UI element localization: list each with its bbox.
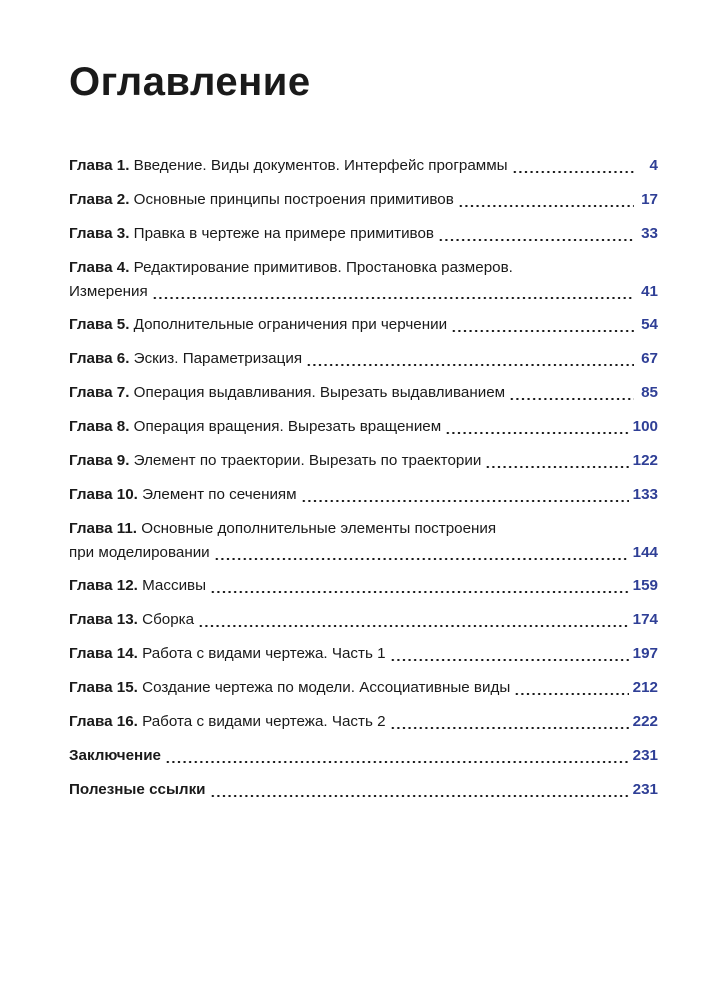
toc-entry-conclusion[interactable] [69, 743, 658, 768]
chapter-label: Глава 8. [69, 418, 130, 435]
chapter-title: Редактирование примитивов. Простановка размеров. [133, 259, 513, 276]
page-number: 174 [632, 611, 658, 628]
chapter-label: Глава 11. [69, 520, 138, 537]
toc-entry-5[interactable] [69, 312, 658, 337]
chapter-title: Эскиз. Параметризация [133, 350, 303, 367]
dot-leader [214, 558, 629, 560]
section-title: Заключение [69, 747, 162, 764]
chapter-label: Глава 13. [69, 611, 138, 628]
toc-entry-15[interactable] [69, 675, 658, 700]
toc-entry-useful-links[interactable] [69, 777, 658, 802]
dot-leader [152, 297, 634, 299]
dot-leader [458, 205, 634, 207]
chapter-title: Операция вращения. Вырезать вращением [133, 418, 442, 435]
chapter-label: Глава 5. [69, 316, 130, 333]
chapter-label: Глава 3. [69, 225, 130, 242]
dot-leader [390, 727, 629, 729]
toc-entry-6[interactable] [69, 346, 658, 371]
page-number: 67 [641, 350, 658, 367]
toc-entry-4[interactable] [69, 255, 658, 303]
page-title: Оглавление [69, 60, 311, 104]
toc-entry-11[interactable] [69, 516, 658, 564]
dot-leader [301, 500, 629, 502]
dot-leader [512, 171, 634, 173]
page-number: 222 [632, 713, 658, 730]
dot-leader [198, 625, 629, 627]
chapter-title: Правка в чертеже на примере примитивов [133, 225, 434, 242]
chapter-title: Массивы [142, 577, 207, 594]
page-number: 85 [641, 384, 658, 401]
chapter-title: Создание чертежа по модели. Ассоциативные виды [142, 679, 511, 696]
table-of-contents [69, 153, 658, 802]
dot-leader [485, 466, 628, 468]
chapter-label: Глава 15. [69, 679, 138, 696]
chapter-title: Работа с видами чертежа. Часть 2 [142, 713, 386, 730]
dot-leader [165, 761, 629, 763]
page-number: 54 [641, 316, 658, 333]
page-number: 212 [632, 679, 658, 696]
toc-entry-3[interactable] [69, 221, 658, 246]
section-title: Полезные ссылки [69, 781, 206, 798]
chapter-title: Работа с видами чертежа. Часть 1 [142, 645, 386, 662]
dot-leader [438, 239, 634, 241]
chapter-title: Сборка [142, 611, 195, 628]
page-number: 144 [632, 544, 658, 561]
chapter-label: Глава 4. [69, 259, 130, 276]
toc-entry-14[interactable] [69, 641, 658, 666]
chapter-label: Глава 7. [69, 384, 130, 401]
chapter-title: Операция выдавливания. Вырезать выдавливанием [133, 384, 506, 401]
page-number: 100 [632, 418, 658, 435]
chapter-title: Элемент по траектории. Вырезать по траектории [133, 452, 482, 469]
toc-entry-7[interactable] [69, 380, 658, 405]
page-number: 231 [632, 781, 658, 798]
chapter-title: Дополнительные ограничения при черчении [133, 316, 448, 333]
toc-entry-16[interactable] [69, 709, 658, 734]
chapter-title: Элемент по сечениям [142, 486, 297, 503]
page-number: 133 [632, 486, 658, 503]
chapter-title: Основные дополнительные элементы построения [141, 520, 497, 537]
toc-entry-10[interactable] [69, 482, 658, 507]
dot-leader [509, 398, 634, 400]
chapter-label: Глава 6. [69, 350, 130, 367]
chapter-label: Глава 16. [69, 713, 138, 730]
toc-entry-12[interactable] [69, 573, 658, 598]
dot-leader [210, 795, 629, 797]
toc-entry-13[interactable] [69, 607, 658, 632]
page-number: 33 [641, 225, 658, 242]
chapter-label: Глава 2. [69, 191, 130, 208]
chapter-label: Глава 10. [69, 486, 138, 503]
chapter-label: Глава 12. [69, 577, 138, 594]
page-number: 4 [649, 157, 658, 174]
page-number: 159 [632, 577, 658, 594]
page-number: 197 [632, 645, 658, 662]
toc-entry-2[interactable] [69, 187, 658, 212]
page-number: 231 [632, 747, 658, 764]
dot-leader [210, 591, 629, 593]
page-number: 122 [632, 452, 658, 469]
dot-leader [390, 659, 629, 661]
dot-leader [514, 693, 628, 695]
chapter-label: Глава 1. [69, 157, 130, 174]
chapter-label: Глава 9. [69, 452, 130, 469]
dot-leader [451, 330, 634, 332]
chapter-title: Введение. Виды документов. Интерфейс программы [133, 157, 508, 174]
dot-leader [306, 364, 634, 366]
toc-entry-8[interactable] [69, 414, 658, 439]
chapter-title-continued: Измерения [69, 283, 148, 300]
page-number: 17 [641, 191, 658, 208]
page-number: 41 [641, 283, 658, 300]
chapter-label: Глава 14. [69, 645, 138, 662]
chapter-title: Основные принципы построения примитивов [133, 191, 454, 208]
toc-entry-1[interactable] [69, 153, 658, 178]
toc-entry-9[interactable] [69, 448, 658, 473]
dot-leader [445, 432, 628, 434]
chapter-title-continued: при моделировании [69, 544, 210, 561]
